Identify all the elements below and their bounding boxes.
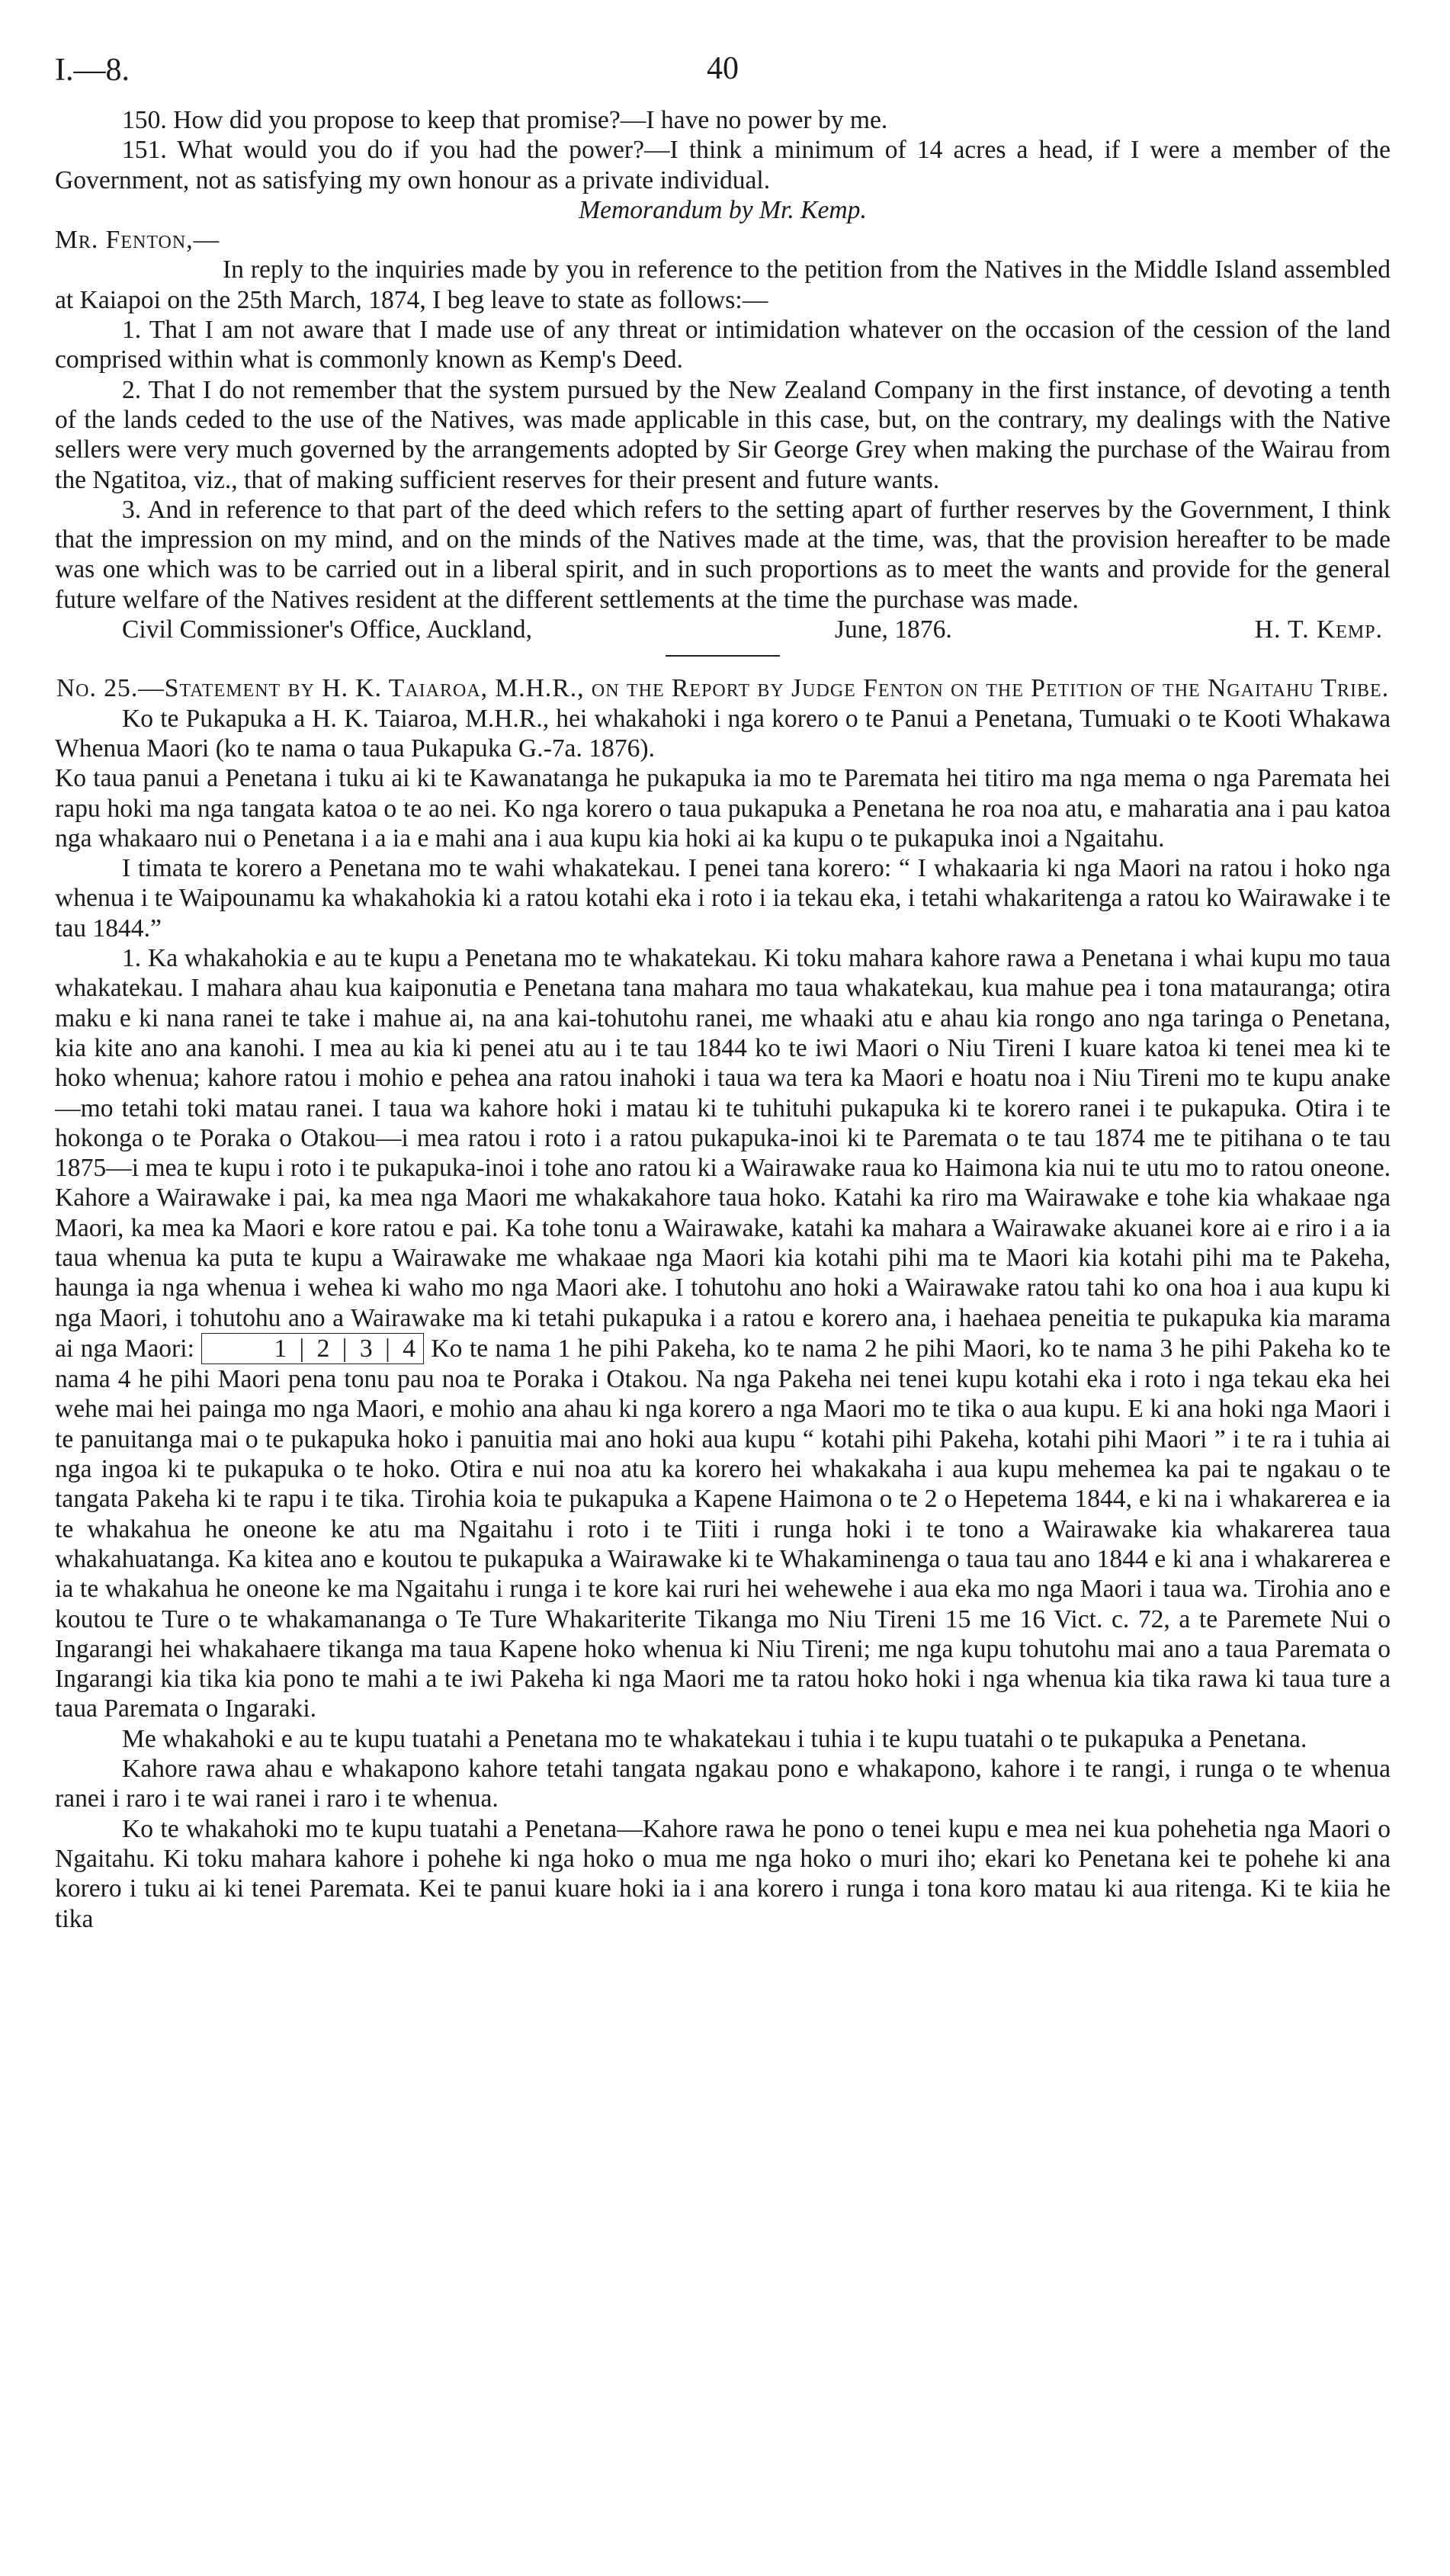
statement-paragraph-1: Ko taua panui a Penetana i tuku ai ki te Kawanatanga he pukapuka ia mo te Paremata hei titiro ma nga mema o nga Paremata hei rapu hoki ma nga tangata katoa o te ao nei. Ko nga korero o taua pukapuka a Penetana he roa noa atu, e maharatia ana i pau katoa nga whakaaro nui o Penetana i a ia e mahi ana i aua kupu kia hoki ai ka kupu o te pukapuka inoi a Ngaitahu. — [55, 764, 1391, 853]
statement-heading: No. 25.—Statement by H. K. Taiaroa, M.H.R., on the Report by Judge Fenton on the Petition of the Ngaitahu Tribe. — [56, 674, 1390, 703]
page-header — [55, 46, 1391, 105]
question-151: 151. What would you do if you had the power?—I think a minimum of 14 acres a head, if I were a member of the Government, not as satisfying my own honour as a private individual. — [55, 136, 1391, 194]
report-reference: I.—8. — [55, 53, 130, 88]
statement-paragraph-5: Kahore rawa ahau e whakapono kahore tetahi tangata ngakau pono e whakapono, kahore i te rangi, i runga o te whenua ranei i raro i te wai ranei i raro i te whenua. — [55, 1755, 1391, 1813]
memo-addressee: Mr. Fenton,— — [55, 226, 220, 255]
memo-point-1: 1. That I am not aware that I made use of any threat or intimidation whatever on the occasion of the cession of the land comprised within what is commonly known as Kemp's Deed. — [55, 316, 1391, 374]
statement-paragraph-4: Me whakahoki e au te kupu tuatahi a Penetana mo te whakatekau i tuhia i te kupu tuatahi o te pukapuka a Penetana. — [122, 1724, 1307, 1753]
memo-point-3: 3. And in reference to that part of the deed which refers to the setting apart of further reserves by the Government, I think that the impression on my mind, and on the minds of the Natives made at the time, was, that the provision hereafter to be made was one which was to be carried out in a liberal spirit, and in such proportions as to meet the wants and provide for the general future welfare of the Natives resident at the different settlements at the time the purchase was made. — [55, 495, 1391, 614]
page-number: 40 — [707, 51, 739, 86]
memo-point-2: 2. That I do not remember that the system pursued by the New Zealand Company in the first instance, of devoting a tenth of the lands ceded to the use of the Natives, was made applicable in this case, but, on the contrary, my dealings with the Native sellers were very much governed by the arrangements adopted by Sir George Grey when making the purchase of the Wairau from the Ngatitoa, viz., that of making sufficient reserves for their present and future wants. — [55, 375, 1391, 494]
paragraph-3-text-a: 1. Ka whakahokia e au te kupu a Penetana mo te whakatekau. Ki toku mahara kahore rawa a Penetana i whai kupu mo taua whakatekau. I mahara ahau kua kaiponutia e Penetana tana mahara mo taua whakatekau, kua mahue pea i tona matauranga; otira maku e ki nana ranei te take i mahue ai, na ana kai-tohutohu ranei, me whaaki atu e ahau kia rongo ano nga taringa o Penetana, kia kite ano ana kanohi. I mea au kia ki penei atu au i te tau 1844 ko te iwi Maori o Niu Tireni I kuare katoa ki tenei mea ki te hoko whenua; kahore ratou i mohio e pehea ana ratou inahoki i taua wa tera ka Maori e hoatu noa i Niu Tireni mo te kupu anake—mo tetahi toki matau ranei. I taua wa kahore hoki i matau ki te tuhituhi pukapuka ki te korero ranei i te pukapuka. Otira i te hokonga o te Poraka o Otakou—i mea ratou i roto i a ratou pukapuka-inoi ki te Paremata o te tau 1874 me te pitihana o te tau 1875—i mea te kupu i roto i te pukapuka-inoi i tohe ano ratou ki a Wairawake raua ko Haimona kia nui te utu mo to ratou oneone. Kahore a Wairawake i pai, ka mea nga Maori me whakakahore taua hoko. Katahi ka riro ma Wairawake e tohe kia whakaae nga Maori, ka mea ka Maori e kore ratou e pai. Ka tohe tonu a Wairawake, katahi ka mahara a Wairawake akuanei kore ai e riro i a ia taua whenua ka puta te kupu a Wairawake me whakaae nga Maori kia kotahi pihi ma te Maori kia kotahi pihi ma te Pakeha, haunga ia nga whenua i wehea ki waho mo nga Maori ake. I tohutohu ano hoki a Wairawake ratou tahi ko ona hoa i aua kupu ki nga Maori, i tohutohu ano a Wairawake ma ki tetahi pukapuka i a ratou e korero ana, i haehaea peneitia te pukapuka kia marama ai nga Maori: — [55, 944, 1391, 1363]
memo-title: Memorandum by Mr. Kemp. — [579, 195, 867, 224]
statement-paragraph-3 — [55, 943, 1391, 1724]
memo-intro: In reply to the inquiries made by you in reference to the petition from the Natives in the Middle Island assembled at Kaiapoi on the 25th March, 1874, I beg leave to state as follows:— — [55, 255, 1391, 314]
question-150: 150. How did you propose to keep that promise?—I have no power by me. — [122, 106, 888, 134]
paragraph-3-text-b: Ko te nama 1 he pihi Pakeha, ko te nama 2 he pihi Maori, ko te nama 3 he pihi Pakeha ko te nama 4 he pihi Maori pena tonu pau noa te Poraka i Otakou. Na nga Pakeha nei tenei kupu kotahi eka i roto i nga tekau eka hei wehe mai hei painga mo nga Maori, e mohio ana ahau ki nga korero a nga Maori mo te tika o aua kupu. E ki ana hoki nga Maori i te panuitanga mai o te pukapuka hoko i panuitia mai ano hoki aua kupu “ kotahi pihi Pakeha, kotahi pihi Maori ” i te ra i tuhia ai nga ingoa ki te pukapuka o te hoko. Otira e nui noa atu ka korero hei whakakaha i aua kupu mehemea ka pai te ngakau o te tangata Pakeha ki te rapu i te tika. Tirohia koia te pukapuka a Kapene Haimona o te 2 o Hepetema 1844, e ki na i whakarerea e ia te whakahua he oneone ke atu ma Ngaitahu i roto i te Tiiti i runga hoki i te tono a Wairawake kia whakarerea taua whakahuatanga. Ka kitea ano e koutou te pukapuka a Wairawake ki te Whakaminenga o taua tau ano 1844 e ki ana i whakarerea e ia te whakahua he oneone ke ma Ngaitahu i runga i te kore kai ruri hei wehewehe i aua eka mo nga Maori i taua wa. Tirohia ano e koutou te Ture o te whakamananga o Te Ture Whakariterite Tikanga mo Niu Tireni 15 me 16 Vict. c. 72, a te Paremete Nui o Ingarangi hei whakahaere tikanga ma taua Kapene hoko whenua ki Niu Tireni; me nga kupu tohutohu mai ano a taua Paremata o Ingarangi kia tika kia pono te mahi a te iwi Pakeha ki nga Maori me ta ratou hoko hoki i nga whenua kia tika rawa ki taua ture a taua Paremata o Ingaraki. — [55, 1334, 1391, 1723]
statement-paragraph-6: Ko te whakahoki mo te kupu tuatahi a Penetana—Kahore rawa he pono o tenei kupu e mea nei kua pohehetia nga Maori o Ngaitahu. Ki toku mahara kahore i pohehe ki nga hoko o mua me nga hoko o muri iho; ekari ko Penetana kei te pohehe ki ana korero i tuku ai ki tenei Paremata. Kei te panui kuare hoki ia i ana korero i runga i tona koro matau ki aua ritenga. Ki te kiia he tika — [55, 1814, 1391, 1933]
document-body — [55, 105, 1391, 1934]
memo-office: Civil Commissioner's Office, Auckland, — [122, 615, 532, 644]
lot-diagram: 1 | 2 | 3 | 4 — [201, 1333, 424, 1364]
memo-date: June, 1876. — [834, 615, 952, 644]
section-divider — [666, 655, 780, 657]
statement-intro: Ko te Pukapuka a H. K. Taiaroa, M.H.R., hei whakahoki i nga korero o te Panui a Penetana, Tumuaki o te Kooti Whakawa Whenua Maori (ko te nama o taua Pukapuka G.-7a. 1876). — [55, 704, 1391, 763]
statement-paragraph-2: I timata te korero a Penetana mo te wahi whakatekau. I penei tana korero: “ I whakaaria ki nga Maori na ratou i hoko nga whenua i te Waipounamu ka whakahokia ki a ratou kotahi eka i roto i ia tekau eka, i tetahi whakaritenga a ratou ko Wairawake i te tau 1844.” — [55, 854, 1391, 943]
memo-signature-line — [55, 615, 1391, 644]
memo-signature: H. T. Kemp. — [1254, 615, 1383, 644]
